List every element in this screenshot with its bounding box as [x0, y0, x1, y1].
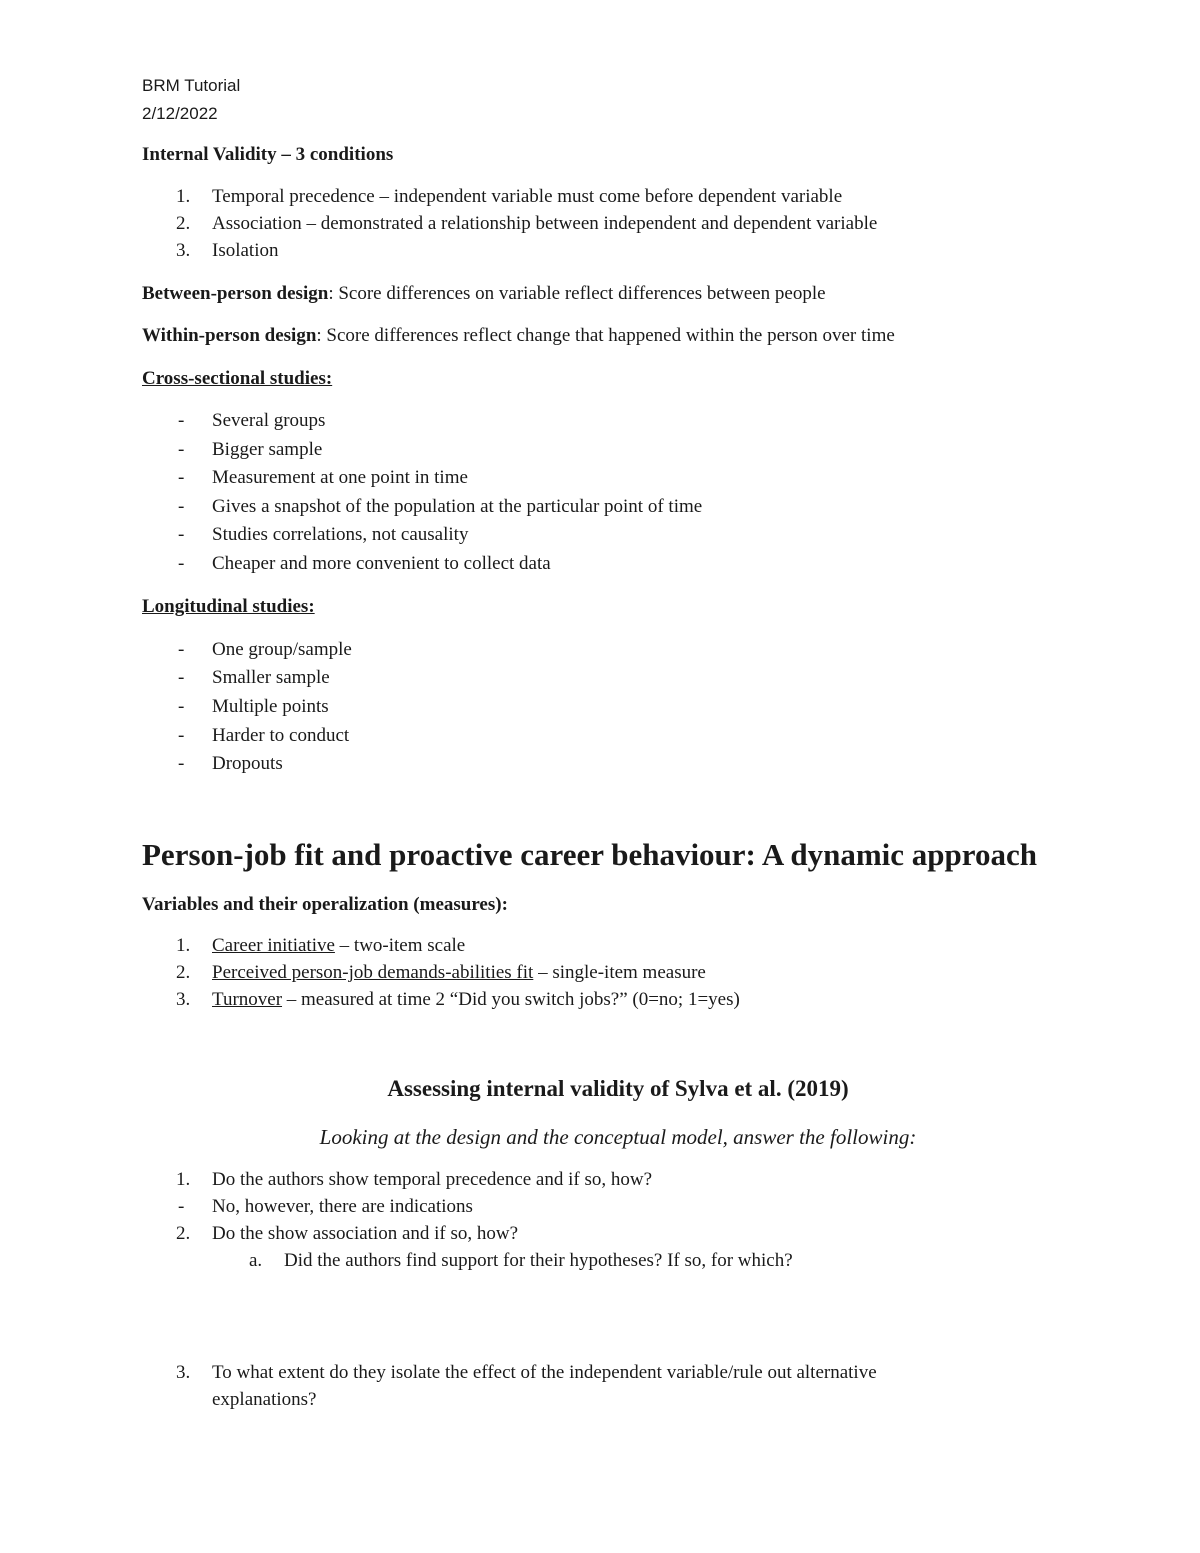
list-item: Association – demonstrated a relationship between independent and dependent variable — [212, 213, 878, 234]
bullet-dash: - — [178, 553, 185, 574]
date-label: 2/12/2022 — [142, 104, 218, 123]
list-item: Cheaper and more convenient to collect data — [212, 553, 551, 574]
cross-sectional-heading: Cross-sectional studies: — [142, 368, 333, 389]
variable-name: Career initiative — [212, 935, 335, 956]
list-number: 1. — [176, 1169, 191, 1190]
list-item: Gives a snapshot of the population at the particular point of time — [212, 496, 703, 517]
list-item: One group/sample — [212, 639, 352, 660]
list-item: Multiple points — [212, 696, 329, 717]
variable-desc: – single-item measure — [533, 962, 706, 983]
variable-desc: – two-item scale — [334, 935, 466, 956]
variable-item — [212, 961, 706, 985]
bullet-dash: - — [178, 410, 185, 431]
bullet-dash: - — [178, 496, 185, 517]
between-person-paragraph — [142, 282, 826, 306]
list-item: Temporal precedence – independent variable must come before dependent variable — [212, 186, 843, 207]
list-item: Isolation — [212, 240, 279, 261]
sub-list-letter: a. — [249, 1250, 263, 1271]
within-person-term: Within-person design — [142, 325, 317, 346]
within-person-paragraph — [142, 324, 895, 348]
list-item: Studies correlations, not causality — [212, 524, 469, 545]
between-person-text: : Score differences on variable reflect differences between people — [328, 283, 826, 304]
list-number: 1. — [176, 186, 191, 207]
question-item: To what extent do they isolate the effect of the independent variable/rule out alternative — [212, 1362, 877, 1383]
assessing-instruction: Looking at the design and the conceptual model, answer the following: — [319, 1125, 917, 1149]
variables-heading: Variables and their operalization (measures): — [142, 894, 508, 915]
internal-validity-heading: Internal Validity – 3 conditions — [142, 144, 394, 165]
bullet-dash: - — [178, 696, 185, 717]
bullet-dash: - — [178, 1196, 185, 1217]
list-item: Harder to conduct — [212, 725, 350, 746]
list-number: 3. — [176, 1362, 191, 1383]
variable-desc: – measured at time 2 “Did you switch jobs?” (0=no; 1=yes) — [282, 989, 740, 1010]
bullet-dash: - — [178, 439, 185, 460]
variable-name: Perceived person-job demands-abilities fit — [212, 962, 534, 983]
variable-name: Turnover — [212, 989, 283, 1010]
bullet-dash: - — [178, 725, 185, 746]
within-person-text: : Score differences reflect change that happened within the person over time — [316, 325, 895, 346]
question-item: Do the show association and if so, how? — [212, 1223, 519, 1244]
list-item: Measurement at one point in time — [212, 467, 468, 488]
list-number: 2. — [176, 213, 191, 234]
bullet-dash: - — [178, 753, 185, 774]
bullet-dash: - — [178, 524, 185, 545]
bullet-dash: - — [178, 639, 185, 660]
list-item: Several groups — [212, 410, 326, 431]
list-number: 3. — [176, 240, 191, 261]
list-number: 2. — [176, 1223, 191, 1244]
list-number: 1. — [176, 935, 191, 956]
list-number: 2. — [176, 962, 191, 983]
bullet-dash: - — [178, 467, 185, 488]
answer-item: No, however, there are indications — [212, 1196, 473, 1217]
list-item: Smaller sample — [212, 667, 330, 688]
list-item: Bigger sample — [212, 439, 323, 460]
list-item: Dropouts — [212, 753, 283, 774]
bullet-dash: - — [178, 667, 185, 688]
between-person-term: Between-person design — [142, 283, 329, 304]
article-title: Person-job fit and proactive career behaviour: A dynamic approach — [142, 837, 1037, 872]
assessing-heading: Assessing internal validity of Sylva et al. (2019) — [387, 1076, 849, 1101]
list-number: 3. — [176, 989, 191, 1010]
longitudinal-heading: Longitudinal studies: — [142, 596, 315, 617]
question-item-continuation: explanations? — [212, 1389, 317, 1410]
sub-question-item: Did the authors find support for their hypotheses? If so, for which? — [284, 1250, 793, 1271]
course-label: BRM Tutorial — [142, 76, 241, 95]
variable-item — [212, 988, 740, 1012]
variable-item — [212, 934, 465, 958]
question-item: Do the authors show temporal precedence and if so, how? — [212, 1169, 653, 1190]
